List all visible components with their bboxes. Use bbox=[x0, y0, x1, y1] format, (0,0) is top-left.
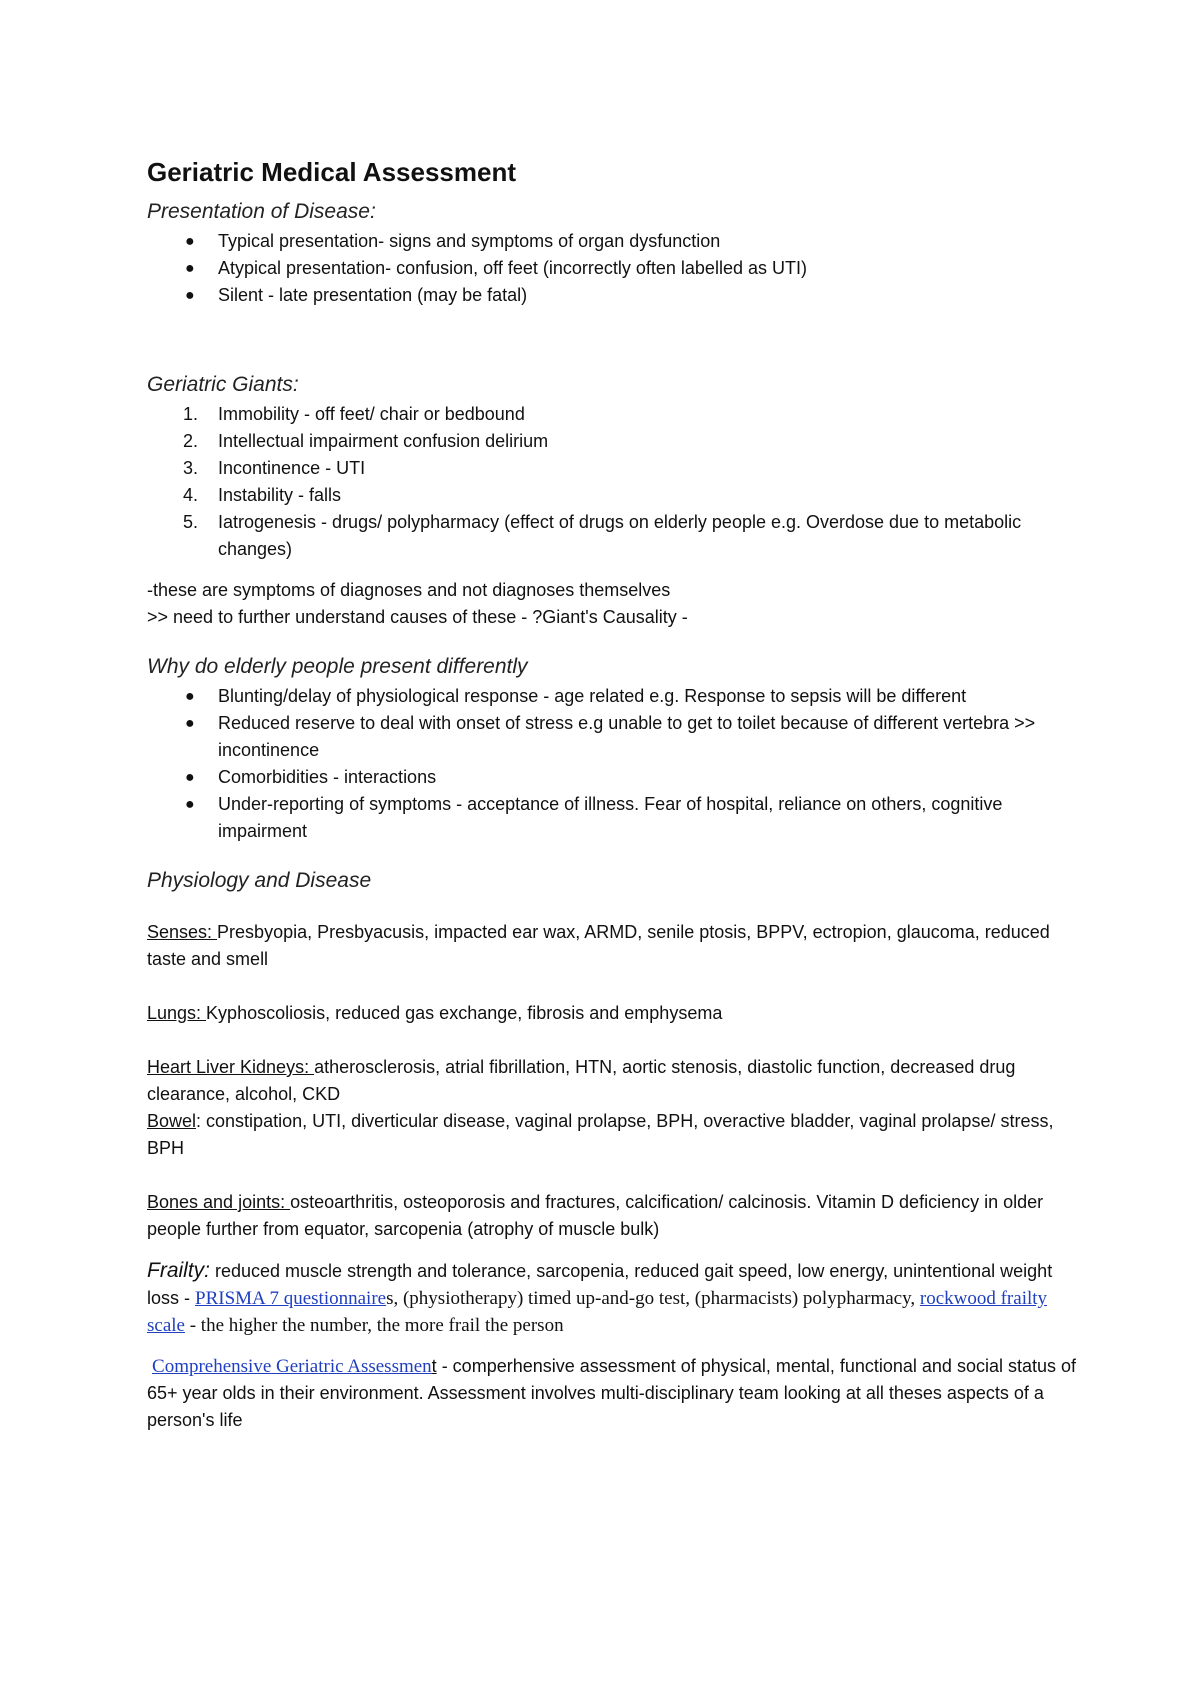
spacer bbox=[147, 845, 1077, 865]
spacer bbox=[147, 1243, 1077, 1257]
list-item: ● Blunting/delay of physiological response - age related e.g. Response to sepsis will be different bbox=[147, 683, 1077, 710]
spacer bbox=[147, 897, 1077, 919]
list-item: 5. Iatrogenesis - drugs/ polypharmacy (effect of drugs on elderly people e.g. Overdose due to metabolic changes) bbox=[183, 512, 1022, 559]
bullet-icon: ● bbox=[185, 715, 195, 732]
list-item: 1. Immobility - off feet/ chair or bedbound bbox=[183, 404, 525, 424]
frailty-paragraph: Frailty: reduced muscle strength and tolerance, sarcopenia, reduced gait speed, low energy, unintentional weight loss - PRISMA 7 questionnaires, (physiotherapy) timed up-and-go test, (pharmacists) polypharmacy, rockwood frailty scale - the higher the number, the more frail the person bbox=[147, 1259, 1053, 1336]
bowel-label: Bowel bbox=[147, 1111, 197, 1131]
presentation-list bbox=[147, 228, 1077, 309]
bullet-icon: ● bbox=[185, 260, 195, 277]
bullet-icon: ● bbox=[185, 796, 195, 813]
rockwood-frailty-scale-link[interactable]: rockwood frailty scale bbox=[147, 1288, 1048, 1336]
list-item: ● Atypical presentation- confusion, off feet (incorrectly often labelled as UTI) bbox=[147, 255, 1077, 282]
list-item: ● Silent - late presentation (may be fatal) bbox=[147, 282, 1077, 309]
hlk-paragraph: Heart Liver Kidneys: atherosclerosis, atrial fibrillation, HTN, aortic stenosis, diastolic function, decreased drug clearance, alcohol, CKD bbox=[147, 1057, 1016, 1104]
list-item: ● Under-reporting of symptoms - acceptance of illness. Fear of hospital, reliance on others, cognitive impairment bbox=[147, 791, 1077, 845]
hlk-label: Heart Liver Kidneys: bbox=[147, 1057, 315, 1077]
spacer bbox=[147, 1162, 1077, 1189]
senses-label: Senses: bbox=[147, 922, 218, 942]
spacer bbox=[147, 563, 1077, 577]
list-item: 4. Instability - falls bbox=[183, 485, 342, 505]
frailty-label: Frailty: bbox=[147, 1259, 210, 1282]
lungs-paragraph: Lungs: Kyphoscoliosis, reduced gas exchange, fibrosis and emphysema bbox=[147, 1003, 723, 1023]
differently-heading: Why do elderly people present differently bbox=[147, 655, 528, 678]
bullet-icon: ● bbox=[185, 688, 195, 705]
prisma-7-link[interactable]: PRISMA 7 questionnaire bbox=[195, 1288, 387, 1309]
bullet-icon: ● bbox=[185, 233, 195, 250]
list-item: 3. Incontinence - UTI bbox=[183, 458, 366, 478]
bones-paragraph: Bones and joints: osteoarthritis, osteoporosis and fractures, calcification/ calcinosis. Vitamin D deficiency in older people further from equator, sarcopenia (atrophy of muscle bulk) bbox=[147, 1192, 1044, 1239]
spacer bbox=[147, 973, 1077, 1000]
giants-note-1: -these are symptoms of diagnoses and not diagnoses themselves bbox=[147, 580, 671, 600]
bones-label: Bones and joints: bbox=[147, 1192, 291, 1212]
lungs-label: Lungs: bbox=[147, 1003, 207, 1023]
spacer bbox=[147, 309, 1077, 369]
differently-list bbox=[147, 683, 1077, 845]
cga-paragraph: Comprehensive Geriatric Assessment - comperhensive assessment of physical, mental, functional and social status of 65+ year olds in their environment. Assessment involves multi-disciplinary team looking at all theses aspects of a person's life bbox=[147, 1356, 1077, 1430]
giants-note-2: >> need to further understand causes of these - ?Giant's Causality - bbox=[147, 607, 688, 627]
list-item: ● Reduced reserve to deal with onset of stress e.g unable to get to toilet because of different vertebra >> incontinence bbox=[147, 710, 1077, 764]
spacer bbox=[147, 631, 1077, 651]
list-item: 2. Intellectual impairment confusion delirium bbox=[183, 431, 549, 451]
comprehensive-geriatric-assessment-link[interactable]: Comprehensive Geriatric Assessmen bbox=[152, 1356, 432, 1377]
bullet-icon: ● bbox=[185, 769, 195, 786]
bullet-icon: ● bbox=[185, 287, 195, 304]
giants-list bbox=[147, 401, 1077, 563]
document-page bbox=[147, 152, 1077, 1434]
bowel-paragraph: Bowel: constipation, UTI, diverticular disease, vaginal prolapse, BPH, overactive bladder, vaginal prolapse/ stress, BPH bbox=[147, 1111, 1054, 1158]
spacer bbox=[147, 1027, 1077, 1054]
giants-heading: Geriatric Giants: bbox=[147, 373, 299, 396]
physiology-heading: Physiology and Disease bbox=[147, 869, 372, 892]
list-item: ● Typical presentation- signs and symptoms of organ dysfunction bbox=[147, 228, 1077, 255]
presentation-heading: Presentation of Disease: bbox=[147, 200, 376, 223]
senses-paragraph: Senses: Presbyopia, Presbyacusis, impacted ear wax, ARMD, senile ptosis, BPPV, ectropion, glaucoma, reduced taste and smell bbox=[147, 922, 1050, 969]
list-item: ● Comorbidities - interactions bbox=[147, 764, 1077, 791]
document-title: Geriatric Medical Assessment bbox=[147, 157, 516, 187]
spacer bbox=[147, 1339, 1077, 1353]
